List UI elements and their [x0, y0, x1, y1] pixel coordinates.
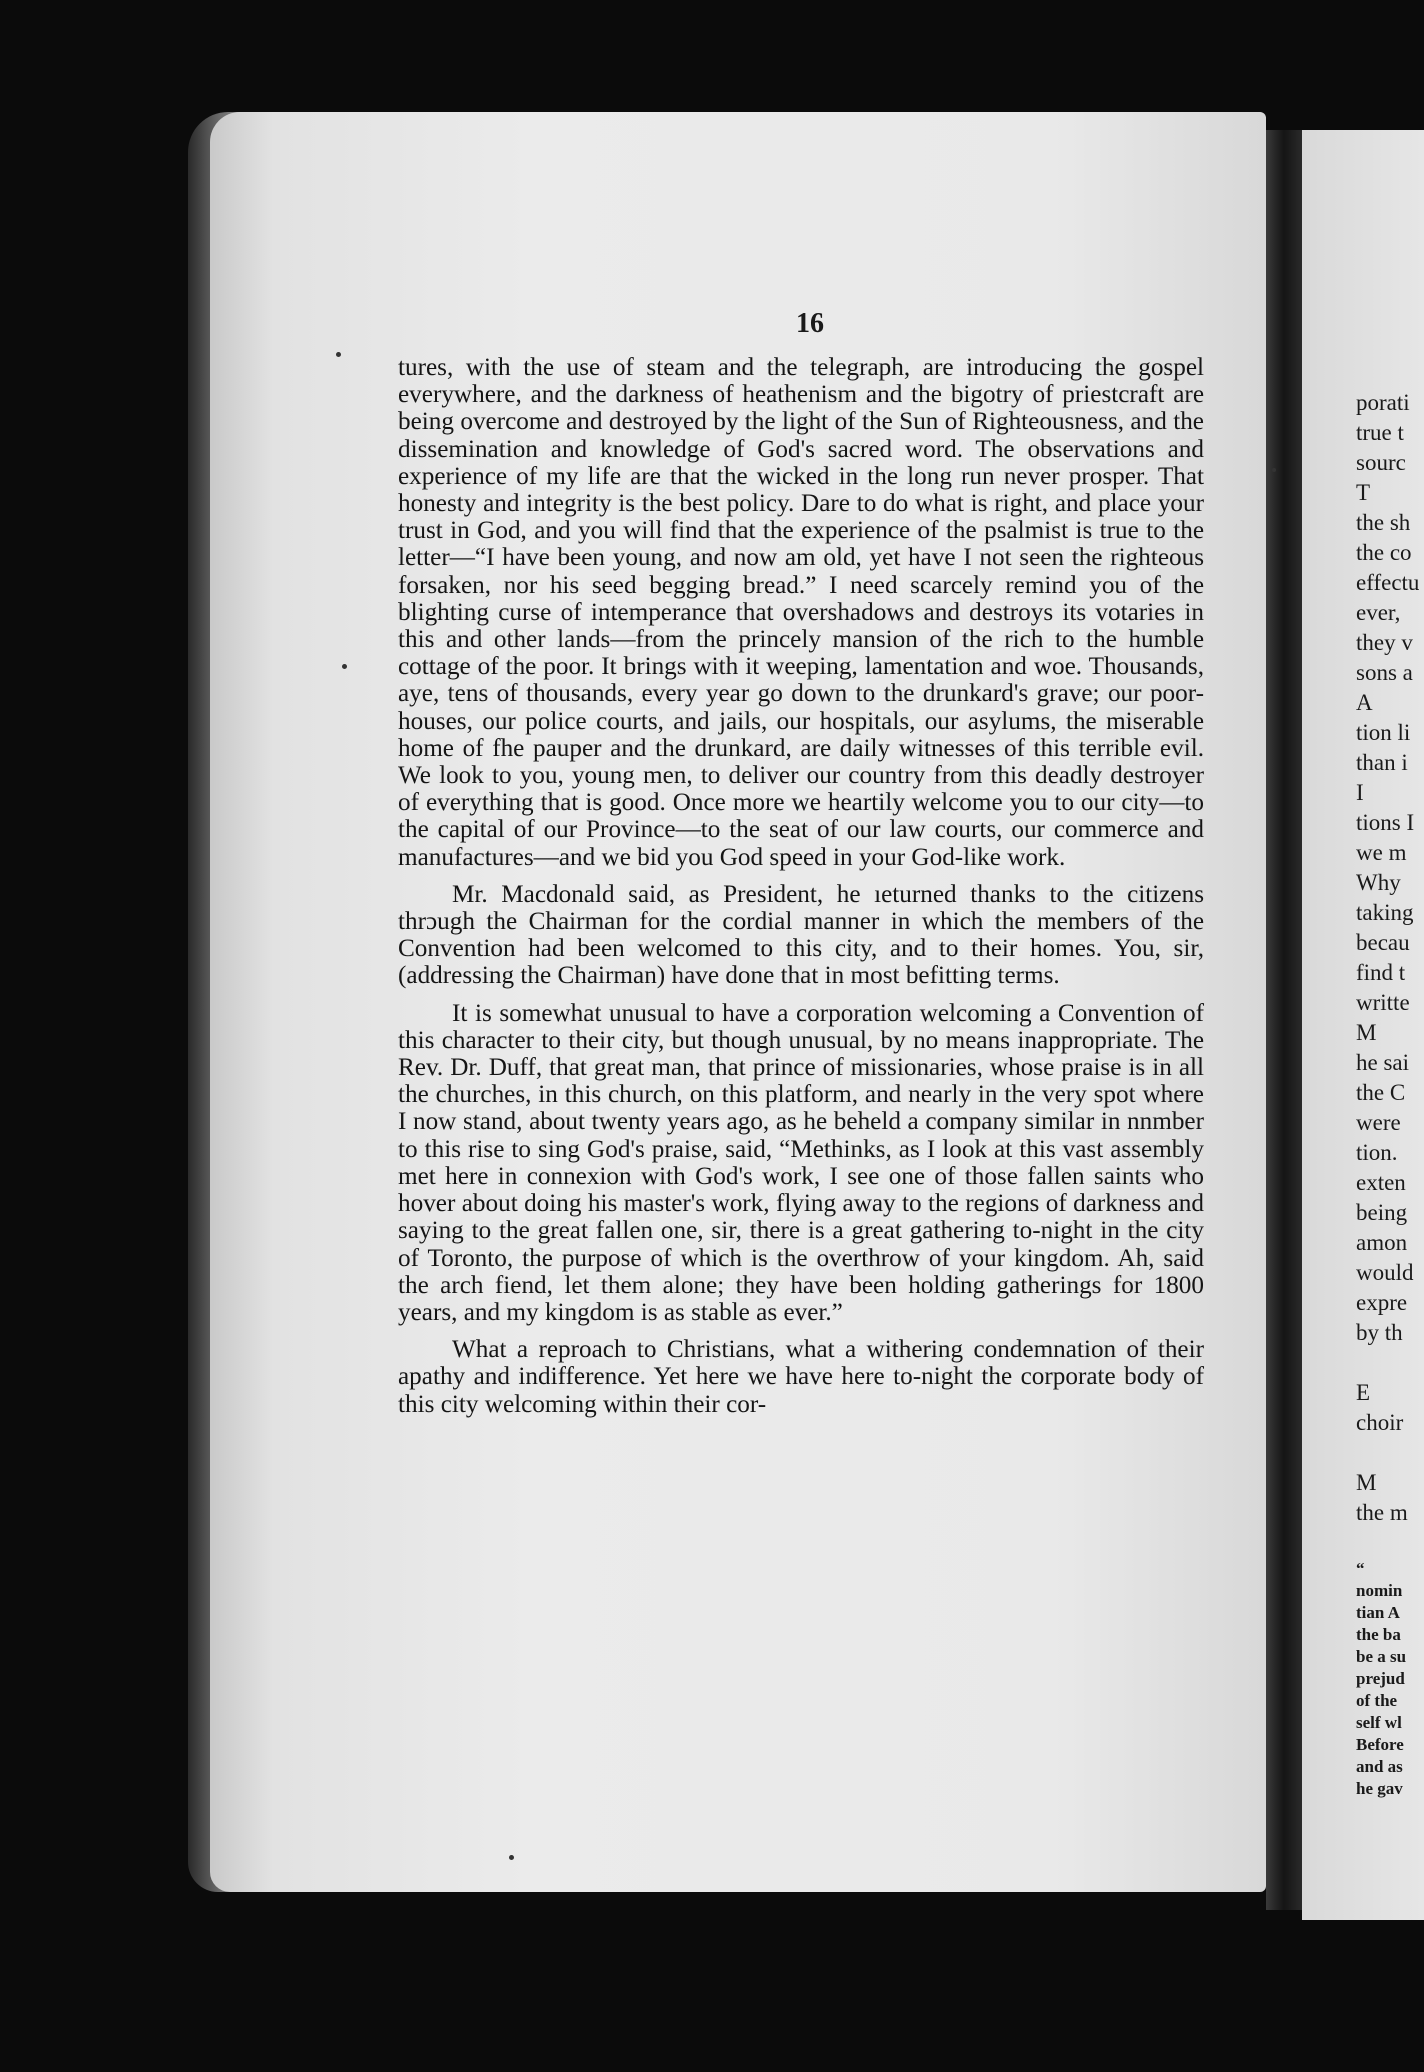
facing-page-line: true t [1356, 420, 1404, 445]
page-number: 16 [796, 308, 824, 339]
facing-page-line [1356, 1348, 1424, 1378]
facing-page-line: writte [1356, 990, 1410, 1015]
facing-page-line: we m [1356, 840, 1407, 865]
facing-page-line: would [1356, 1260, 1414, 1285]
facing-page-line: than i [1356, 750, 1408, 775]
facing-page-line: becau [1356, 930, 1410, 955]
paragraph-1: tures, with the use of steam and the telegraph, are introducing the gospel everywhere, and the darkness of heathenism and the bigotry of priestcraft are being overcome and destroyed by the light of the Sun of Righteousness, and the dissemination and knowledge of God's sacred word. The observations and experience of my life are that the wicked in the long run never prosper. That honesty and integrity is the best policy. Dare to do what is right, and place your trust in God, and you will find that the experience of the psalmist is true to the letter—“I have been young, and now am old, yet have I not seen the righteous forsaken, nor his seed begging bread.” I need scarcely remind you of the blighting curse of intemperance that overshadows and destroys its votaries in this and other lands—from the princely mansion of the rich to the humble cottage of the poor. It brings with it weeping, lamentation and woe. Thousands, aye, tens of thousands, every year go down to the drunkard's grave; our poor-houses, our police courts, and jails, our hospitals, our asylums, the miserable home of fhe pauper and the drunkard, are daily witnesses of this terrible evil. We look to you, young men, to deliver our country from this deadly destroyer of everything that is good. Once more we heartily welcome you to our city—to the capital of our Province—to the seat of our law courts, our commerce and manufactures—and we bid you God speed in your God-like work. [398, 354, 1204, 871]
facing-page-line: amon [1356, 1230, 1408, 1255]
facing-page-footnote-line: prejud [1356, 1669, 1405, 1688]
facing-page-footnote-line: he gav [1356, 1779, 1403, 1798]
facing-page-line: exten [1356, 1170, 1406, 1195]
page-body [398, 354, 1204, 1418]
facing-page-line: expre [1356, 1290, 1408, 1315]
facing-page-line: A [1356, 690, 1373, 715]
facing-page-line: by th [1356, 1320, 1403, 1345]
facing-page-line: were [1356, 1110, 1401, 1135]
facing-page-line [1356, 1528, 1424, 1558]
facing-page-line: porati [1356, 390, 1410, 415]
facing-page-footnote-line: be a su [1356, 1647, 1407, 1666]
facing-page-line: taking [1356, 900, 1414, 925]
facing-page-footnote-line: self wl [1356, 1713, 1402, 1732]
print-speck [342, 664, 347, 669]
facing-page-line: sourc [1356, 450, 1406, 475]
facing-page-footnote-line: tian A [1356, 1603, 1400, 1622]
book-gutter [1266, 130, 1302, 1910]
facing-page-footnote-line: and as [1356, 1757, 1403, 1776]
facing-page-line: I [1356, 780, 1364, 805]
facing-page-line: T [1356, 480, 1371, 505]
facing-page-line: ever, [1356, 600, 1401, 625]
facing-page-line: effectu [1356, 570, 1420, 595]
facing-page-line: tions I [1356, 810, 1415, 835]
facing-page-line: the m [1356, 1500, 1408, 1525]
paragraph-3: It is somewhat unusual to have a corporation welcoming a Convention of this character to their city, but though unusual, by no means inappropriate. The Rev. Dr. Duff, that great man, that prince of missionaries, whose praise is in all the churches, in this church, on this platform, and nearly in the very spot where I now stand, about twenty years ago, as he beheld a company similar in nnmber to this rise to sing God's praise, said, “Methinks, as I look at this vast assembly met here in connexion with God's work, I see one of those fallen saints who hover about doing his master's work, flying away to the regions of darkness and saying to the great fallen one, sir, there is a great gathering to-night in the city of Toronto, the purpose of which is the overthrow of your kingdom. Ah, said the arch fiend, let them alone; they have been holding gatherings for 1800 years, and my kingdom is as stable as ever.” [398, 999, 1204, 1326]
facing-page-line: the sh [1356, 510, 1411, 535]
facing-page-line: the co [1356, 540, 1412, 565]
facing-page-line [1356, 1438, 1424, 1468]
facing-page-line: find t [1356, 960, 1406, 985]
facing-page-footnote-line: “ [1356, 1559, 1365, 1578]
facing-page-line: he sai [1356, 1050, 1410, 1075]
facing-page-line: tion. [1356, 1140, 1398, 1165]
paragraph-4: What a reproach to Christians, what a withering condemnation of their apathy and indifference. Yet here we have here to-night the corporate body of this city welcoming within their cor- [398, 1336, 1204, 1418]
print-speck [509, 1855, 514, 1860]
facing-page-line: Why [1356, 870, 1401, 895]
facing-page-line: sons a [1356, 660, 1413, 685]
facing-page-line: the C [1356, 1080, 1406, 1105]
facing-page-footnote-line: the ba [1356, 1625, 1401, 1644]
print-speck [336, 352, 341, 357]
facing-page-line: E [1356, 1380, 1371, 1405]
facing-page-footnote-line: nomin [1356, 1581, 1403, 1600]
facing-page-line: M [1356, 1020, 1377, 1045]
print-speck [1272, 468, 1276, 472]
facing-page-line: M [1356, 1470, 1377, 1495]
facing-page-line: being [1356, 1200, 1408, 1225]
facing-page-footnote-line: of the [1356, 1691, 1398, 1710]
facing-page-line: tion li [1356, 720, 1411, 745]
paragraph-2: Mr. Macdonald said, as President, he ıeturned thanks to the citizens thrɔugh the Chairman for the cordial manner in which the members of the Convention had been welcomed to this city, and to their homes. You, sir, (addressing the Chairman) have done that in most befitting terms. [398, 880, 1204, 990]
facing-page-footnote-line: Before [1356, 1735, 1404, 1754]
facing-page-column [1356, 388, 1424, 1800]
facing-page-line: they v [1356, 630, 1413, 655]
facing-page-line: choir [1356, 1410, 1404, 1435]
